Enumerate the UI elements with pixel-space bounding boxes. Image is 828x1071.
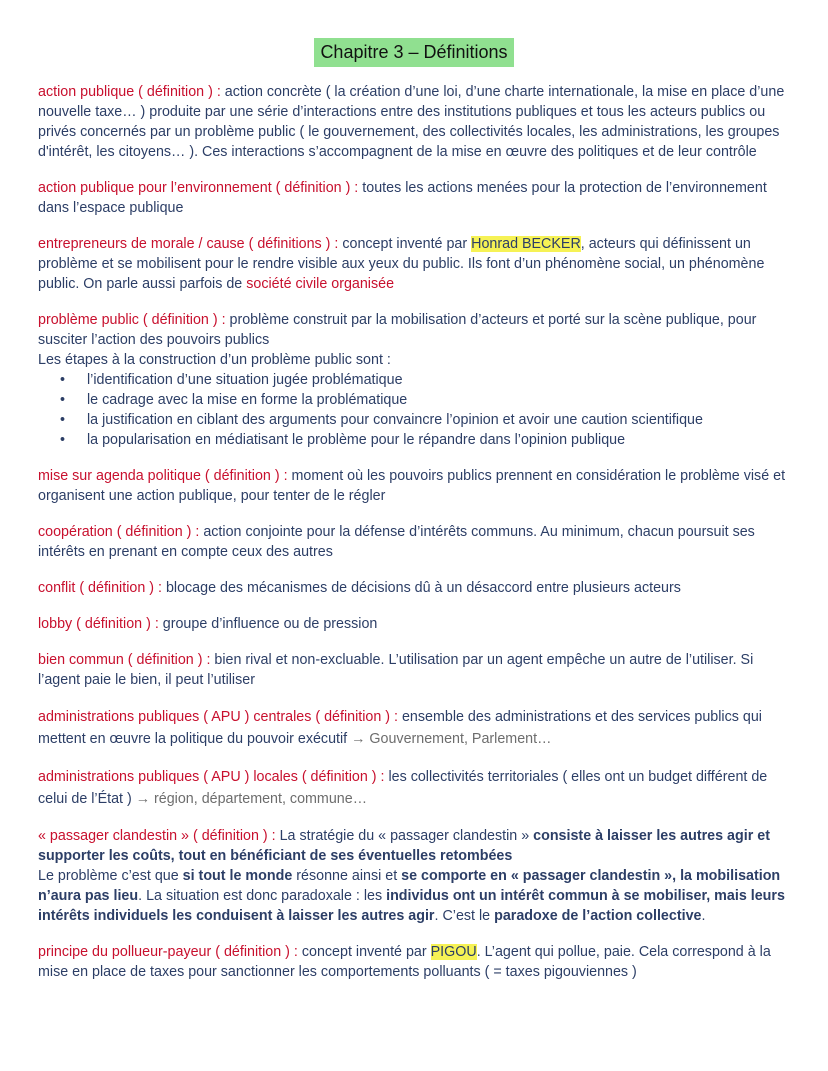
definition-pollueur-payeur [38, 942, 790, 982]
definition-text: blocage des mécanismes de décisions dû à un désaccord entre plusieurs acteurs [161, 580, 681, 596]
steps-list [38, 370, 790, 450]
page-title: Chapitre 3 – Définitions [314, 38, 513, 67]
explanation-text: résonne ainsi et [292, 868, 402, 884]
definition-text: problème construit par la mobilisation d’acteurs et porté sur la scène publique, pour susciter l’action des pouvoirs publics [38, 312, 757, 348]
title-wrap [38, 38, 790, 67]
definition-apu-locales [38, 766, 790, 810]
explanation-text: . La situation est donc paradoxale : les [138, 888, 387, 904]
definition-cooperation [38, 522, 790, 562]
definition-text: moment où les pouvoirs publics prennent en considération le problème visé et organisent une action publique, pour tenter de le régler [38, 468, 786, 504]
bold-text: se comporte en « passager clandestin », la mobilisation n’aura pas lieu [38, 868, 781, 904]
highlighted-author: Honrad BECKER [471, 236, 581, 252]
arrow-examples: → Gouvernement, Parlement… [351, 731, 552, 747]
definition-text: bien rival et non-excluable. L’utilisation par un agent empêche un autre de l’utiliser. Si l’agent paie le bien, il peut l’utiliser [38, 652, 754, 688]
definition-text: action conjointe pour la défense d’intérêts communs. Au minimum, chacun poursuit ses intérêts en prenant en compte ceux des autres [38, 524, 755, 560]
term: conflit ( définition ) : [38, 580, 162, 596]
list-item: • la popularisation en médiatisant le problème pour le répandre dans l’opinion publique [38, 430, 790, 450]
definition-text: . L’agent qui pollue, paie. Cela correspond à la mise en place de taxes pour sanctionner les comportements polluants ( = taxes pigouviennes ) [38, 944, 771, 980]
definition-text: concept inventé par [338, 236, 472, 252]
definition-mise-sur-agenda [38, 466, 790, 506]
term: lobby ( définition ) : [38, 616, 159, 632]
term: mise sur agenda politique ( définition ) : [38, 468, 288, 484]
definition-entrepreneurs-de-morale [38, 234, 790, 294]
list-item: • le cadrage avec la mise en forme la problématique [38, 390, 790, 410]
explanation-text: . [701, 908, 706, 924]
explanation-paragraph [38, 866, 790, 926]
arrow-examples: → région, département, commune… [135, 791, 367, 807]
definition-text: groupe d’influence ou de pression [158, 616, 378, 632]
red-keyword: société civile organisée [246, 276, 395, 292]
list-item: • l’identification d’une situation jugée problématique [38, 370, 790, 390]
bold-text: individus ont un intérêt commun à se mobiliser, mais leurs intérêts individuels les conduisent à laisser les autres agir [38, 888, 785, 924]
definition-text: action concrète ( la création d’une loi, d’une charte internationale, la mise en place d’une nouvelle taxe… ) produite par une série d’interactions entre des institutions publiques et tous les acteurs publics ou privés concernés par un problème public ( le gouvernement, des collectivités locales, les administrations, les groupes d'intérêt, les citoyens… ). Ces interactions s’accompagnent de la mise en œuvre des politiques et de leur contrôle [38, 84, 785, 160]
term: coopération ( définition ) : [38, 524, 200, 540]
definition-apu-centrales [38, 706, 790, 750]
definition-text: , acteurs qui définissent un problème et se mobilisent pour le rendre visible aux yeux du public. Ils font d’un phénomène social, un phénomène public. On parle aussi parfois de [38, 236, 765, 292]
definition-probleme-public [38, 310, 790, 450]
definition-passager-clandestin [38, 826, 790, 926]
bold-text: paradoxe de l’action collective [494, 908, 702, 924]
steps-intro: Les étapes à la construction d’un problème public sont : [38, 352, 391, 368]
list-item: • la justification en ciblant des arguments pour convaincre l’opinion et avoir une caution scientifique [38, 410, 790, 430]
term: bien commun ( définition ) : [38, 652, 211, 668]
explanation-text: Le problème c’est que [38, 868, 183, 884]
term: entrepreneurs de morale / cause ( définitions ) : [38, 236, 339, 252]
term: action publique ( définition ) : [38, 84, 221, 100]
bold-text: si tout le monde [182, 868, 293, 884]
definition-text: La stratégie du « passager clandestin » [275, 828, 534, 844]
bold-text: consiste à laisser les autres agir et supporter les coûts, tout en bénéficiant de ses éventuelles retombées [38, 828, 770, 864]
definition-text: les collectivités territoriales ( elles ont un budget différent de celui de l’État ) [38, 769, 768, 807]
definition-conflit [38, 578, 790, 598]
term: administrations publiques ( APU ) centrales ( définition ) : [38, 709, 398, 725]
definition-action-publique-environnement [38, 178, 790, 218]
definition-line [38, 310, 790, 350]
definition-lobby [38, 614, 790, 634]
definition-bien-commun [38, 650, 790, 690]
definition-line [38, 826, 790, 866]
term: principe du pollueur-payeur ( définition ) : [38, 944, 298, 960]
definition-text: concept inventé par [297, 944, 431, 960]
term: action publique pour l’environnement ( définition ) : [38, 180, 359, 196]
term: administrations publiques ( APU ) locales ( définition ) : [38, 769, 385, 785]
explanation-text: . C’est le [434, 908, 495, 924]
highlighted-author: PIGOU [430, 944, 477, 960]
term: « passager clandestin » ( définition ) : [38, 828, 276, 844]
term: problème public ( définition ) : [38, 312, 226, 328]
definition-action-publique [38, 82, 790, 162]
definition-text: toutes les actions menées pour la protection de l’environnement dans l’espace publique [38, 180, 767, 216]
definition-text: ensemble des administrations et des services publics qui mettent en œuvre la politique du pouvoir exécutif [38, 709, 762, 747]
